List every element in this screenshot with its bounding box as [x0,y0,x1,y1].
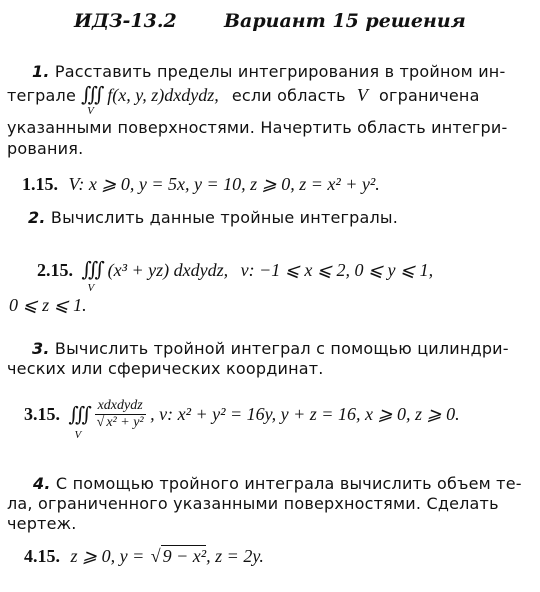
task2-line [28,208,398,227]
integral-sub-v: V [87,105,94,117]
exercise-2-15-label: 2.15. [37,260,73,280]
task1-text-line1: Расставить пределы интегрирования в тройном ин- [54,62,506,81]
exercise-2-15-line2 [9,295,87,316]
task3-number: 3. [32,339,50,358]
task1-text-pre: теграле [7,86,77,105]
header-right: Вариант 15 решения [224,10,466,32]
task1-line1 [32,62,505,81]
exercise-3-15 [24,398,460,454]
triple-integral-3: ∭ V [68,404,87,441]
exercise-3-15-label: 3.15. [24,404,60,424]
task1-line2 [7,82,480,122]
exercise-1-15 [22,174,380,195]
triple-integral-2: ∭ V [81,259,100,294]
task2-text: Вычислить данные тройные интегралы. [50,208,399,227]
task3-text-line1: Вычислить тройной интеграл с помощью цилиндри- [54,339,509,358]
integral-2-sub-v: V [87,282,95,294]
task4-line3: чертеж. [7,514,77,533]
exercise-1-15-label: 1.15. [22,174,58,194]
task3-line2: ческих или сферических координат. [7,359,324,378]
task1-line3: указанными поверхностями. Начертить область интегри- [7,118,508,137]
task1-text-post: если область [231,86,346,105]
task2-number: 2. [28,208,46,227]
exercise-4-15-label: 4.15. [24,546,60,566]
exercise-3-15-region: , v: x² + y² = 16y, y + z = 16, x ⩾ 0, z ⩾ 0. [150,404,460,424]
exercise-2-15-integrand: (x³ + yz) dxdydz, [107,260,229,280]
task1-line4: рования. [7,139,84,158]
exercise-4-15: 4.15. z ⩾ 0, y = √ 9 − x², z = 2y. [24,546,264,566]
task1-text-end: ограничена [379,86,480,105]
task4-line2: ла, ограниченного указанными поверхностями. Сделать [7,494,499,513]
task3-line1 [32,339,509,358]
exercise-2-15-region: v: −1 ⩽ x ⩽ 2, 0 ⩽ y ⩽ 1, [240,260,434,280]
exercise-2-15 [37,257,433,293]
task4-number: 4. [33,474,51,493]
exercise-2-15-region-z: 0 ⩽ z ⩽ 1. [9,295,87,315]
integral-3-sub-v: V [74,429,82,441]
task4-text-line1: С помощью тройного интеграла вычислить объем те- [55,474,522,493]
exercise-3-15-fraction [95,398,146,431]
exercise-4-15-post: , z = 2y. [206,546,264,566]
task1-integrand: f(x, y, z)dxdydz, [107,85,219,105]
header-left: ИДЗ-13.2 [74,10,177,32]
exercise-1-15-content: V: x ⩾ 0, y = 5x, y = 10, z ⩾ 0, z = x² + y². [68,174,380,194]
task1-region-var: V [356,85,368,105]
task1-number: 1. [32,62,50,81]
exercise-4-15-pre: z ⩾ 0, y = [70,546,145,566]
sqrt-denominator: x² + y² [106,415,144,430]
fraction-denominator: √ x² + y² [96,415,144,430]
exercise-4-15-sqrt: 9 − x² [162,546,207,566]
fraction-numerator: xdxdydz [95,398,146,415]
triple-integral-1: ∭ V [81,84,99,117]
task4-line1 [33,474,522,493]
